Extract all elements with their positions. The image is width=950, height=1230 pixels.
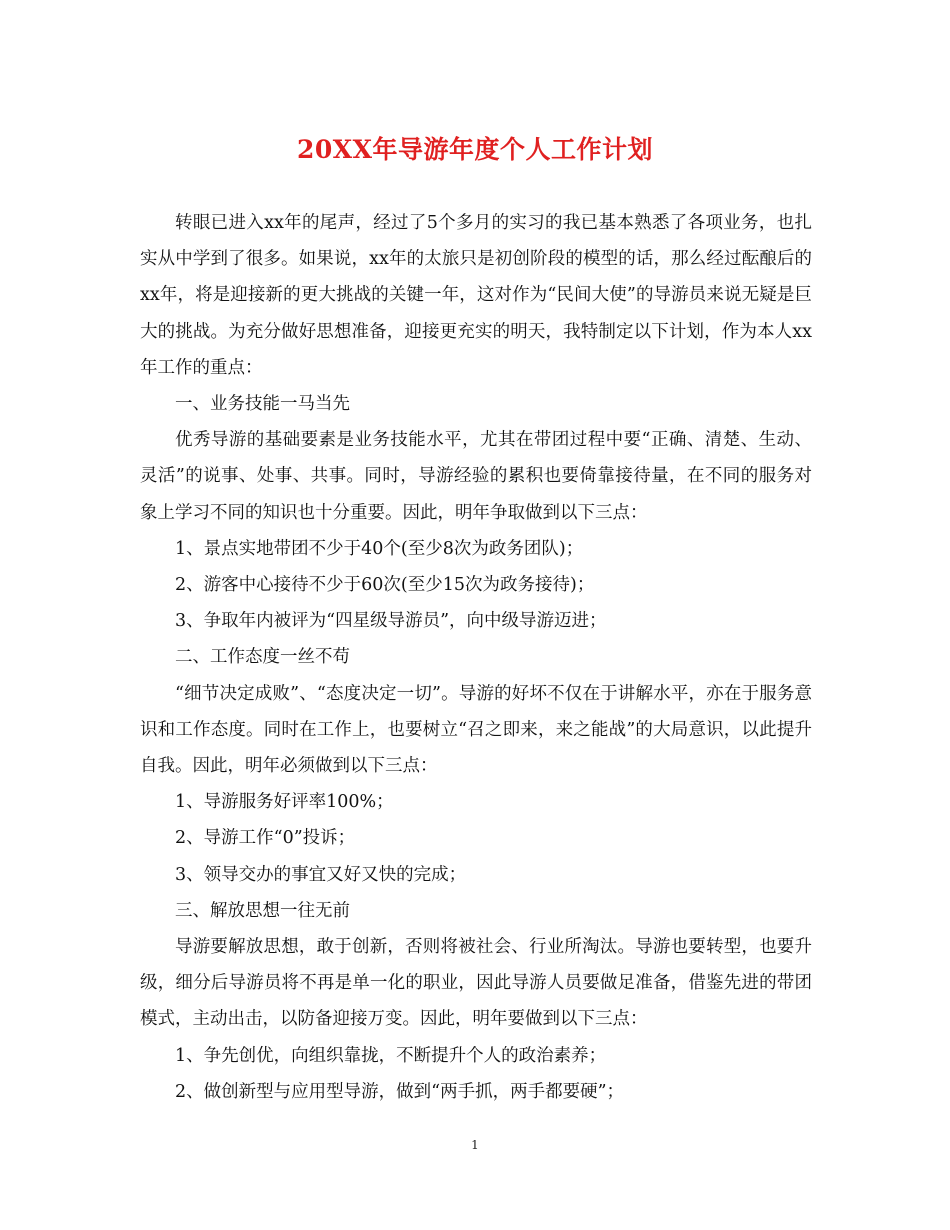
- document-body: [140, 205, 812, 1110]
- list-item: 2、做创新型与应用型导游，做到“两手抓，两手都要硬”；: [175, 1081, 625, 1102]
- document-title: 20XX年导游年度个人工作计划: [296, 135, 654, 164]
- page-number: 1: [471, 1138, 479, 1152]
- intro-paragraph: 转眼已进入xx年的尾声，经过了5个多月的实习的我已基本熟悉了各项业务，也扎实从中学到了很多。如果说，xx年的太旅只是初创阶段的模型的话，那么经过酝酿后的xx年，将是迎接新的更大挑战的关键一年，这对作为“民间大使”的导游员来说无疑是巨大的挑战。为充分做好思想准备，迎接更充实的明天，我特制定以下计划，作为本人xx年工作的重点：: [140, 213, 812, 378]
- list-item: 1、争先创优，向组织靠拢，不断提升个人的政治素养；: [175, 1045, 607, 1066]
- section-2-paragraph: “细节决定成败”、“态度决定一切”。导游的好坏不仅在于讲解水平，亦在于服务意识和工作态度。同时在工作上，也要树立“召之即来，来之能战”的大局意识，以此提升自我。因此，明年必须做到以下三点：: [140, 683, 812, 777]
- list-item: 1、景点实地带团不少于40个(至少8次为政务团队)；: [175, 538, 584, 559]
- section-heading-2: 二、工作态度一丝不苟: [175, 647, 350, 668]
- section-1-paragraph: 优秀导游的基础要素是业务技能水平，尤其在带团过程中要“正确、清楚、生动、灵活”的说事、处事、共事。同时，导游经验的累积也要倚靠接待量，在不同的服务对象上学习不同的知识也十分重要。因此，明年争取做到以下三点：: [140, 430, 812, 523]
- list-item: 2、导游工作“0”投诉；: [175, 828, 356, 849]
- section-heading-1: 一、业务技能一马当先: [175, 394, 350, 415]
- section-3-paragraph: 导游要解放思想，敢于创新，否则将被社会、行业所淘汰。导游也要转型，也要升级，细分后导游员将不再是单一化的职业，因此导游人员要做足准备，借鉴先进的带团模式，主动出击，以防备迎接万变。因此，明年要做到以下三点：: [140, 937, 812, 1030]
- section-heading-3: 三、解放思想一往无前: [175, 900, 350, 921]
- list-item: 3、领导交办的事宜又好又快的完成；: [175, 864, 467, 885]
- list-item: 2、游客中心接待不少于60次(至少15次为政务接待)；: [175, 575, 595, 596]
- list-item: 1、导游服务好评率100%；: [175, 792, 394, 813]
- list-item: 3、争取年内被评为“四星级导游员”，向中级导游迈进；: [175, 611, 607, 632]
